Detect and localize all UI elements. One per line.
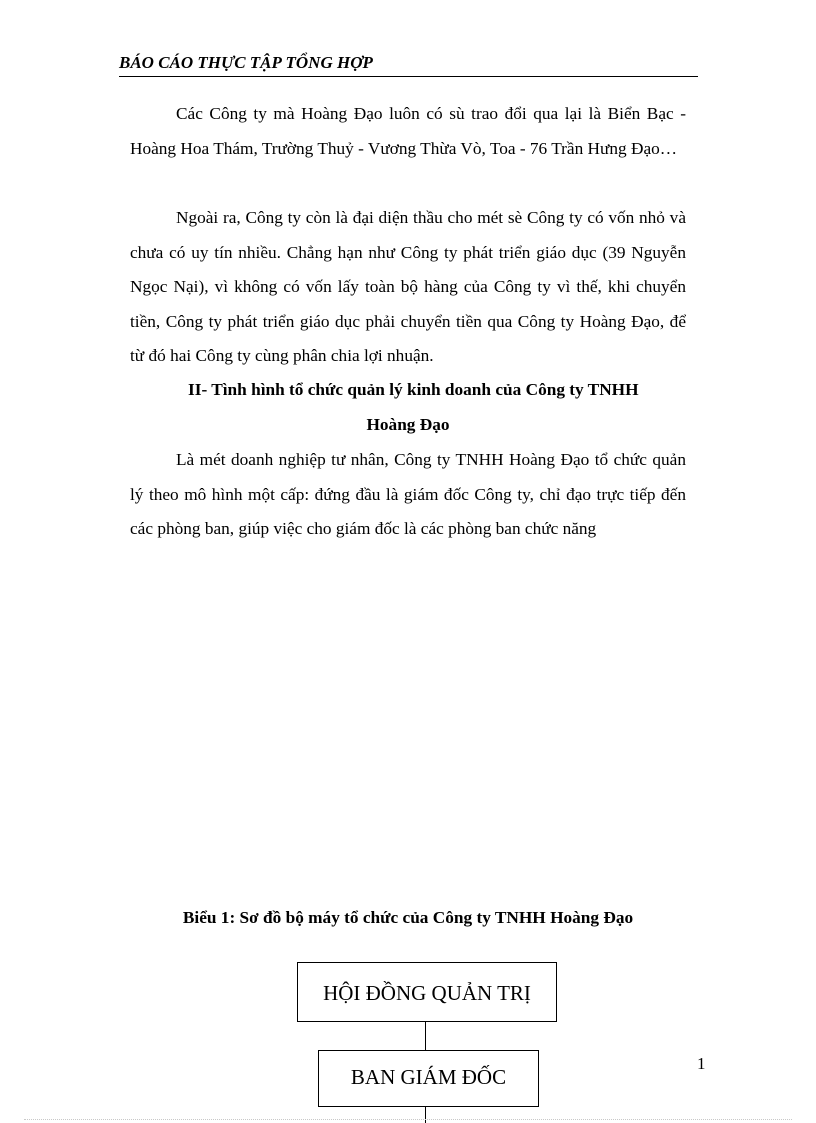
org-connector <box>425 1021 426 1050</box>
org-connector <box>425 1106 426 1123</box>
org-box-board: HỘI ĐỒNG QUẢN TRỊ <box>297 962 557 1022</box>
paragraph-management: Là mét doanh nghiệp tư nhân, Công ty TNHH Hoàng Đạo tổ chức quản lý theo mô hình một cấp: đứng đầu là giám đốc Công ty, chỉ đạo trực tiếp đến các phòng ban, giúp việc cho giám đốc là các phòng ban chức năng <box>130 450 686 538</box>
section-title-line1: II- Tình hình tổ chức quản lý kinh doanh của Công ty TNHH <box>188 380 639 399</box>
paragraph-contractor: Ngoài ra, Công ty còn là đại diện thầu cho mét sè Công ty có vốn nhỏ và chưa có uy tín nhiều. Chẳng hạn như Công ty phát triển giáo dục (39 Nguyễn Ngọc Nại), vì không có vốn lấy toàn bộ hàng của Công ty vì thế, khi chuyển tiền, Công ty phát triển giáo dục phải chuyển tiền qua Công ty Hoàng Đạo, để từ đó hai Công ty cùng phân chia lợi nhuận. <box>130 208 686 365</box>
diagram-caption: Biểu 1: Sơ đồ bộ máy tổ chức của Công ty TNHH Hoàng Đạo <box>182 908 634 927</box>
section-title <box>130 373 686 442</box>
org-box-directors: BAN GIÁM ĐỐC <box>318 1050 539 1107</box>
document-header: BÁO CÁO THỰC TẬP TỔNG HỢP <box>119 52 698 77</box>
page-footer-divider <box>24 1119 792 1120</box>
paragraph-partners: Các Công ty mà Hoàng Đạo luôn có sù trao đổi qua lại là Biển Bạc - Hoàng Hoa Thám, Trường Thuỷ - Vương Thừa Vò, Toa - 76 Trần Hưng Đạo… <box>130 104 686 158</box>
page-number: 1 <box>697 1054 706 1073</box>
section-title-line2: Hoàng Đạo <box>366 414 450 434</box>
